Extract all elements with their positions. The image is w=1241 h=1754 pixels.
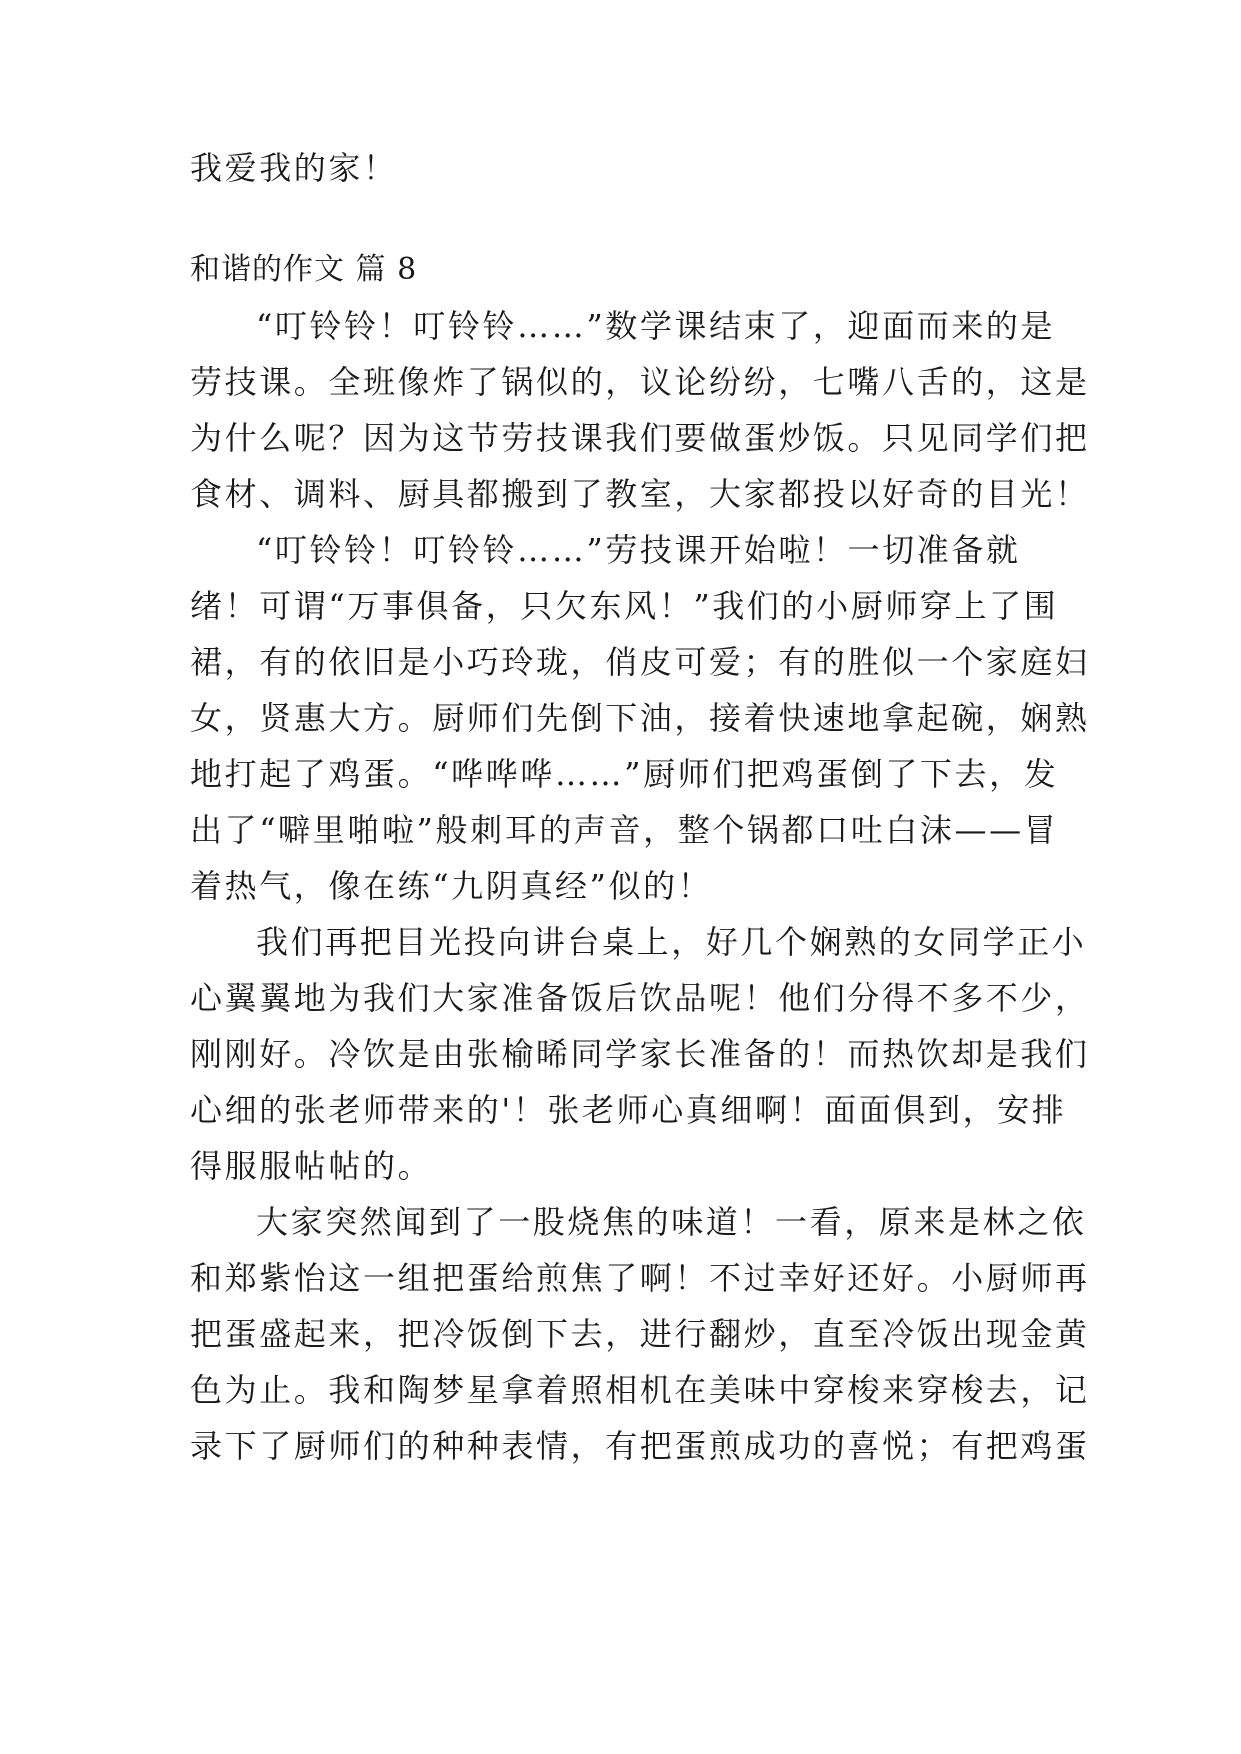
- text-line: 刚刚好。冷饮是由张榆晞同学家长准备的！而热饮却是我们: [190, 1035, 1090, 1073]
- text-line: 劳技课。全班像炸了锅似的，议论纷纷，七嘴八舌的，这是: [190, 363, 1090, 401]
- text-line: 把蛋盛起来，把冷饭倒下去，进行翻炒，直至冷饭出现金黄: [190, 1315, 1090, 1353]
- text-line: 录下了厨师们的种种表情，有把蛋煎成功的喜悦；有把鸡蛋: [190, 1427, 1090, 1465]
- text-line: 为什么呢？因为这节劳技课我们要做蛋炒饭。只见同学们把: [190, 419, 1090, 457]
- text-line: 地打起了鸡蛋。“哗哗哗……”厨师们把鸡蛋倒了下去，发: [190, 755, 1059, 793]
- text-line: 绪！可谓“万事俱备，只欠东风！”我们的小厨师穿上了围: [190, 587, 1059, 625]
- text-line: 裙，有的依旧是小巧玲珑，俏皮可爱；有的胜似一个家庭妇: [190, 643, 1090, 681]
- text-line: 得服服帖帖的。: [190, 1147, 433, 1185]
- text-line: “叮铃铃！叮铃铃……”劳技课开始啦！一切准备就: [256, 531, 1021, 569]
- text-line: 心翼翼地为我们大家准备饭后饮品呢！他们分得不多不少，: [190, 979, 1090, 1017]
- text-line: 女，贤惠大方。厨师们先倒下油，接着快速地拿起碗，娴熟: [190, 699, 1090, 737]
- text-line: 和郑紫怡这一组把蛋给煎焦了啊！不过幸好还好。小厨师再: [190, 1259, 1090, 1297]
- text-line: 食材、调料、厨具都搬到了教室，大家都投以好奇的目光！: [190, 475, 1090, 513]
- text-line: 心细的张老师带来的'！张老师心真细啊！面面俱到，安排: [190, 1091, 1067, 1129]
- text-line: 出了“噼里啪啦”般刺耳的声音，整个锅都口吐白沫——冒: [190, 811, 1059, 849]
- text-line: 色为止。我和陶梦星拿着照相机在美味中穿梭来穿梭去，记: [190, 1371, 1090, 1409]
- text-line: 着热气，像在练“九阴真经”似的！: [190, 867, 713, 905]
- text-line: 我们再把目光投向讲台桌上，好几个娴熟的女同学正小: [256, 923, 1087, 961]
- closing-line: 我爱我的家！: [190, 149, 398, 187]
- text-line: “叮铃铃！叮铃铃……”数学课结束了，迎面而来的是: [256, 307, 1056, 345]
- section-heading: 和谐的作文 篇 8: [190, 252, 418, 287]
- text-line: 大家突然闻到了一股烧焦的味道！一看，原来是林之依: [256, 1203, 1087, 1241]
